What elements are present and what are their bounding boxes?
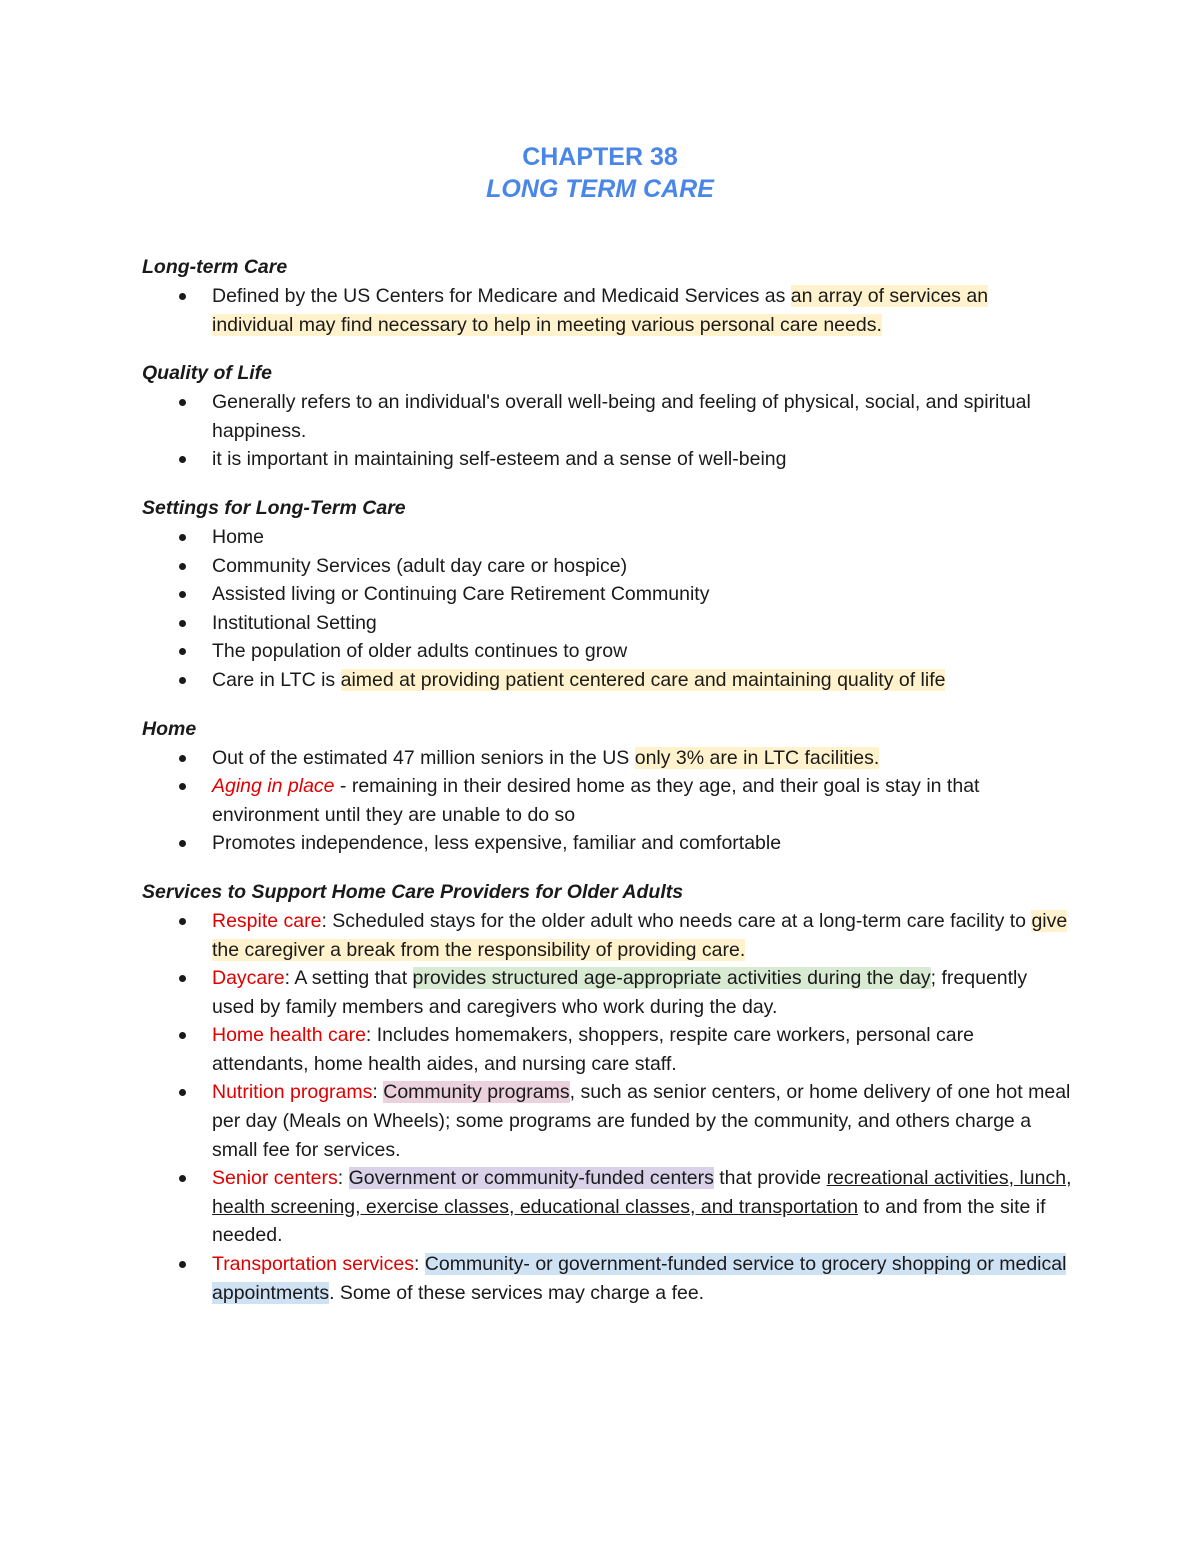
bullet-list (142, 907, 1072, 1307)
section-heading: Services to Support Home Care Providers for Older Adults (142, 880, 684, 903)
highlighted-text: Government or community-funded centers (348, 1167, 714, 1190)
term-label: Nutrition programs (212, 1081, 373, 1104)
document-body (142, 253, 1072, 1327)
underlined-text: recreational activities, lunch, health screening, exercise classes, educational classes, and transportation (212, 1167, 1072, 1218)
item-text: ; frequently used by family members and caregivers who work during the day. (212, 967, 1028, 1018)
list-item (142, 282, 1072, 339)
item-text: that provide (713, 1167, 827, 1190)
item-text: . Some of these services may charge a fee. (329, 1281, 705, 1304)
item-text: Home (212, 525, 265, 548)
item-text: : (337, 1167, 349, 1190)
highlighted-text: Community programs (383, 1081, 570, 1104)
item-text: Institutional Setting (212, 611, 377, 634)
section-services (142, 878, 1072, 1307)
highlighted-text: give the caregiver a break from the responsibility of providing care. (212, 909, 1068, 961)
item-text: : A setting that (284, 967, 413, 990)
list-item (142, 829, 1072, 858)
item-text: Assisted living or Continuing Care Retirement Community (212, 583, 710, 606)
term-label: Aging in place (212, 775, 335, 798)
item-text: Generally refers to an individual's overall well-being and feeling of physical, social, and spiritual happiness. (212, 391, 1031, 442)
term-label: Senior centers (212, 1167, 338, 1190)
bullet-list (142, 744, 1072, 858)
item-text: Promotes independence, less expensive, familiar and comfortable (212, 832, 782, 855)
item-text: Community Services (adult day care or hospice) (212, 554, 628, 577)
item-text: it is important in maintaining self-esteem and a sense of well-being (212, 448, 787, 471)
list-item (142, 772, 1072, 829)
section-long-term-care (142, 253, 1072, 339)
list-item (142, 388, 1072, 445)
title-block (0, 141, 1200, 205)
list-item (142, 744, 1072, 773)
highlighted-text: an array of services an individual may find necessary to help in meeting various personal care needs. (212, 285, 989, 336)
term-label: Respite care (212, 909, 322, 932)
section-heading: Quality of Life (142, 362, 273, 385)
list-item (142, 1164, 1072, 1250)
bullet-list (142, 282, 1072, 339)
chapter-number: CHAPTER 38 (522, 143, 678, 171)
item-text: Defined by the US Centers for Medicare and Medicaid Services as (212, 285, 791, 307)
section-heading: Settings for Long-Term Care (142, 496, 406, 519)
list-item (142, 580, 1072, 609)
list-item (142, 637, 1072, 666)
item-text: : Scheduled stays for the older adult who needs care at a long-term care facility to (321, 909, 1032, 932)
list-item (142, 609, 1072, 638)
section-settings (142, 494, 1072, 695)
list-item (142, 964, 1072, 1021)
item-text: The population of older adults continues to grow (212, 640, 628, 663)
item-text: , such as senior centers, or home delivery of one hot meal per day (Meals on Wheels); some programs are funded by the community, and others charge a small fee for services. (212, 1081, 1071, 1161)
section-heading: Long-term Care (142, 256, 288, 278)
item-text: to and from the site if needed. (212, 1195, 1046, 1247)
highlighted-text: aimed at providing patient centered care and maintaining quality of life (340, 668, 946, 691)
list-item (142, 445, 1072, 474)
chapter-title: LONG TERM CARE (486, 175, 714, 203)
highlighted-text: provides structured age-appropriate activities during the day (412, 967, 931, 990)
item-text: : (372, 1081, 384, 1104)
section-home (142, 715, 1072, 858)
list-item (142, 907, 1072, 964)
item-text: Care in LTC is (212, 668, 341, 691)
list-item (142, 1078, 1072, 1164)
item-text: : Includes homemakers, shoppers, respite care workers, personal care attendants, home health aides, and nursing care staff. (212, 1024, 974, 1075)
term-label: Home health care (212, 1024, 366, 1047)
list-item (142, 666, 1072, 695)
list-item (142, 1021, 1072, 1078)
item-text: Out of the estimated 47 million seniors in the US (212, 746, 635, 769)
list-item (142, 1250, 1072, 1307)
item-text: : (413, 1253, 425, 1276)
highlighted-text: Community- or government-funded service to grocery shopping or medical appointments (212, 1253, 1067, 1304)
list-item (142, 523, 1072, 552)
bullet-list (142, 523, 1072, 695)
highlighted-text: only 3% are in LTC facilities. (634, 746, 880, 769)
list-item (142, 552, 1072, 581)
section-quality-of-life (142, 359, 1072, 474)
term-label: Daycare (212, 967, 285, 990)
section-heading: Home (142, 717, 197, 740)
bullet-list (142, 388, 1072, 474)
term-label: Transportation services (212, 1253, 414, 1276)
item-text: - remaining in their desired home as they age, and their goal is stay in that environment until they are unable to do so (212, 775, 980, 826)
